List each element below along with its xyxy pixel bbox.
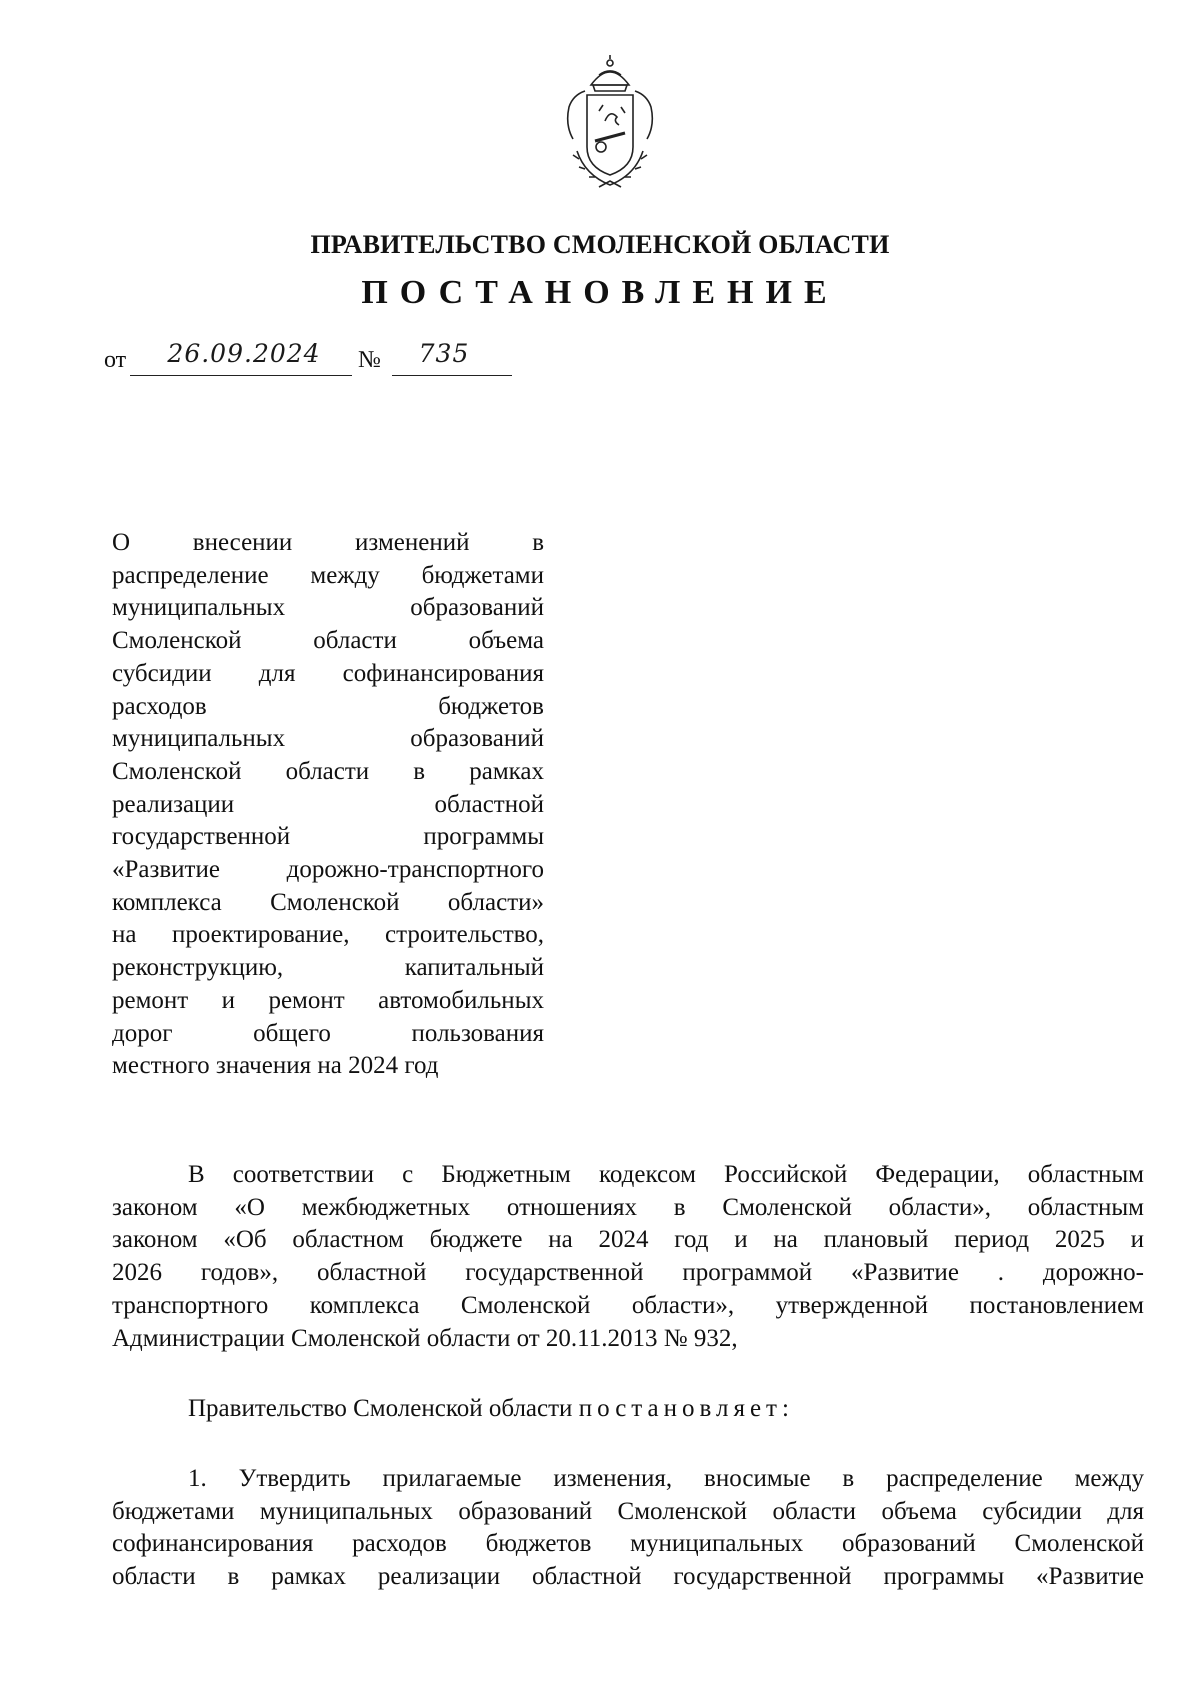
item-1-paragraph [112,1463,1144,1594]
paragraph-line: законом «Об областном бюджете на 2024 год и на плановый период 2025 и [112,1226,1144,1254]
paragraph-line: софинансирования расходов бюджетов муниципальных образований Смоленской [112,1530,1144,1558]
resolves-subject: Правительство Смоленской области [188,1395,573,1422]
paragraph-line: области в рамках реализации областной государственной программы «Развитие [112,1563,1144,1591]
coat-of-arms-icon [555,55,665,195]
resolves-verb: постановляет: [578,1395,794,1422]
subject-line: ремонт и ремонт автомобильных [112,986,544,1014]
paragraph-line: бюджетами муниципальных образований Смоленской области объема субсидии для [112,1497,1144,1525]
document-type-title: ПОСТАНОВЛЕНИЕ [361,274,839,311]
subject-line: комплекса Смоленской области» [112,888,544,916]
subject-line: «Развитие дорожно-транспортного [112,856,544,884]
from-label: от [104,347,127,373]
subject-line: государственной программы [112,823,544,851]
resolution-subject [112,527,544,1083]
paragraph-line: Администрации Смоленской области от 20.11.2013 № 932, [112,1324,738,1352]
preamble-paragraph [112,1159,1144,1355]
subject-line: Смоленской области объема [112,627,544,655]
paragraph-line: 2026 годов», областной государственной программой «Развитие . дорожно- [112,1259,1144,1287]
date-number-line [104,339,604,379]
number-underline [392,375,512,376]
subject-line: реализации областной [112,790,544,818]
paragraph-line: транспортного комплекса Смоленской области», утвержденной постановлением [112,1291,1144,1319]
paragraph-line: законом «О межбюджетных отношениях в Смоленской области», областным [112,1193,1144,1221]
subject-line: О внесении изменений в [112,529,544,556]
paragraph-line: В соответствии с Бюджетным кодексом Российской Федерации, областным [188,1161,1144,1188]
paragraph-line [112,1393,1144,1426]
handwritten-date: 26.09.2024 [167,339,321,368]
subject-line: муниципальных образований [112,594,544,622]
number-label: № [358,347,381,373]
resolves-paragraph [112,1393,1144,1426]
subject-line: местного значения на 2024 год [112,1052,439,1080]
handwritten-number: 735 [418,339,470,368]
subject-line: на проектирование, строительство, [112,921,544,949]
subject-line: субсидии для софинансирования [112,659,544,687]
subject-line: расходов бюджетов [112,692,544,720]
paragraph-line: 1. Утвердить прилагаемые изменения, вносимые в распределение между [188,1465,1144,1492]
date-underline [130,375,352,376]
subject-line: муниципальных образований [112,725,544,753]
organization-title: ПРАВИТЕЛЬСТВО СМОЛЕНСКОЙ ОБЛАСТИ [310,230,890,259]
subject-line: распределение между бюджетами [112,561,544,589]
subject-line: Смоленской области в рамках [112,757,544,785]
subject-line: дорог общего пользования [112,1019,544,1047]
subject-line: реконструкцию, капитальный [112,954,544,982]
